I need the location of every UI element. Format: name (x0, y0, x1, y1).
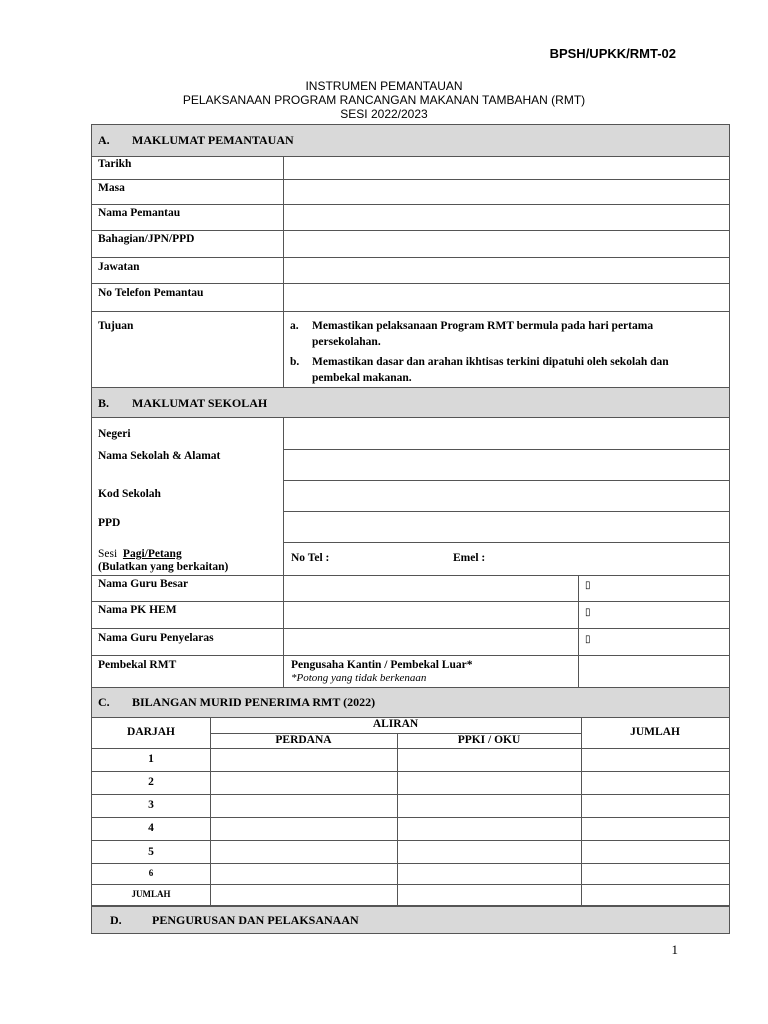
darjah-cell: 1 (148, 753, 154, 765)
field-row-bahagian (92, 230, 729, 257)
kod-sekolah-label: Kod Sekolah (98, 488, 161, 500)
emel-label: Emel : (453, 552, 486, 564)
table-row (92, 817, 729, 840)
section-c-letter: C. (98, 695, 110, 709)
darjah-cell: 6 (148, 868, 154, 878)
field-label: Nama Pemantau (98, 207, 181, 219)
darjah-cell: 2 (148, 776, 154, 788)
tujuan-text: persekolahan. (312, 336, 381, 348)
section-c-title: BILANGAN MURID PENERIMA RMT (2022) (132, 695, 376, 709)
negeri-label: Negeri (98, 428, 131, 440)
field-row-tarikh (92, 156, 729, 179)
tujuan-text: pembekal makanan. (312, 372, 412, 384)
checkbox-icon[interactable]: ▯ (585, 607, 591, 618)
table-row (92, 748, 729, 771)
section-d-header (92, 907, 729, 933)
tujuan-marker: b. (290, 356, 300, 368)
checkbox-icon[interactable]: ▯ (585, 580, 591, 591)
sesi-label (98, 548, 182, 560)
staff-row-pk-hem (92, 601, 729, 628)
section-a-letter: A. (98, 133, 110, 147)
field-row-telefon (92, 283, 729, 311)
staff-row-guru-besar (92, 575, 729, 601)
field-row-jawatan (92, 257, 729, 283)
no-tel-label: No Tel : (291, 552, 330, 564)
table-row (92, 794, 729, 817)
document-titles (0, 79, 768, 121)
pembekal-value: Pengusaha Kantin / Pembekal Luar* (291, 659, 473, 671)
table-row-total (92, 884, 729, 905)
field-label: Tujuan (98, 320, 134, 332)
section-a-title: MAKLUMAT PEMANTAUAN (132, 133, 294, 147)
field-label: Jawatan (98, 261, 140, 273)
col-darjah: DARJAH (127, 726, 175, 738)
sesi-note: (Bulatkan yang berkaitan) (98, 561, 229, 573)
pembekal-note: *Potong yang tidak berkenaan (291, 672, 427, 684)
table-header (92, 717, 729, 748)
tujuan-text: Memastikan dasar dan arahan ikhtisas terkini dipatuhi oleh sekolah dan (312, 356, 669, 368)
table-row (92, 771, 729, 794)
title-line-1: INSTRUMEN PEMANTAUAN (305, 79, 463, 93)
pembekal-row (92, 655, 729, 687)
field-row-masa (92, 179, 729, 204)
tujuan-marker: a. (290, 320, 299, 332)
field-row-tujuan (92, 311, 729, 387)
section-a-header (92, 125, 729, 156)
staff-label: Nama Guru Besar (98, 578, 189, 590)
ppd-label: PPD (98, 517, 121, 529)
total-label: JUMLAH (131, 889, 171, 899)
title-line-3: SESI 2022/2023 (340, 107, 428, 121)
section-b-school-block (92, 417, 729, 575)
section-c-header (92, 687, 729, 717)
title-line-2: PELAKSANAAN PROGRAM RANCANGAN MAKANAN TAMBAHAN (RMT) (182, 93, 586, 107)
field-label: Tarikh (98, 158, 132, 170)
section-b-letter: B. (98, 396, 110, 410)
checkbox-icon[interactable]: ▯ (585, 634, 591, 645)
form-table (91, 124, 730, 906)
pembekal-label: Pembekal RMT (98, 659, 177, 671)
field-label: Bahagian/JPN/PPD (98, 233, 195, 245)
field-row-nama-pemantau (92, 204, 729, 230)
darjah-cell: 3 (148, 799, 154, 811)
section-d-letter: D. (110, 913, 122, 927)
section-d-title: PENGURUSAN DAN PELAKSANAAN (152, 913, 359, 927)
darjah-cell: 5 (148, 846, 154, 858)
col-perdana: PERDANA (275, 734, 332, 746)
col-jumlah: JUMLAH (630, 726, 680, 738)
document-code: BPSH/UPKK/RMT-02 (549, 46, 676, 61)
darjah-cell: 4 (148, 822, 154, 834)
sesi-prefix: Sesi (98, 548, 118, 560)
section-b-title: MAKLUMAT SEKOLAH (132, 396, 268, 410)
field-label: No Telefon Pemantau (98, 287, 204, 299)
page-number: 1 (671, 942, 678, 957)
staff-row-penyelaras (92, 628, 729, 655)
staff-label: Nama PK HEM (98, 604, 177, 616)
nama-sekolah-label: Nama Sekolah & Alamat (98, 450, 221, 462)
table-row (92, 840, 729, 863)
field-label: Masa (98, 182, 125, 194)
section-b-header (92, 387, 729, 417)
table-row (92, 863, 729, 884)
col-aliran: ALIRAN (372, 718, 419, 730)
col-ppki: PPKI / OKU (457, 734, 521, 746)
section-d-table (91, 906, 730, 934)
staff-label: Nama Guru Penyelaras (98, 632, 214, 644)
sesi-options: Pagi/Petang (122, 548, 182, 560)
tujuan-text: Memastikan pelaksanaan Program RMT bermula pada hari pertama (312, 320, 654, 332)
